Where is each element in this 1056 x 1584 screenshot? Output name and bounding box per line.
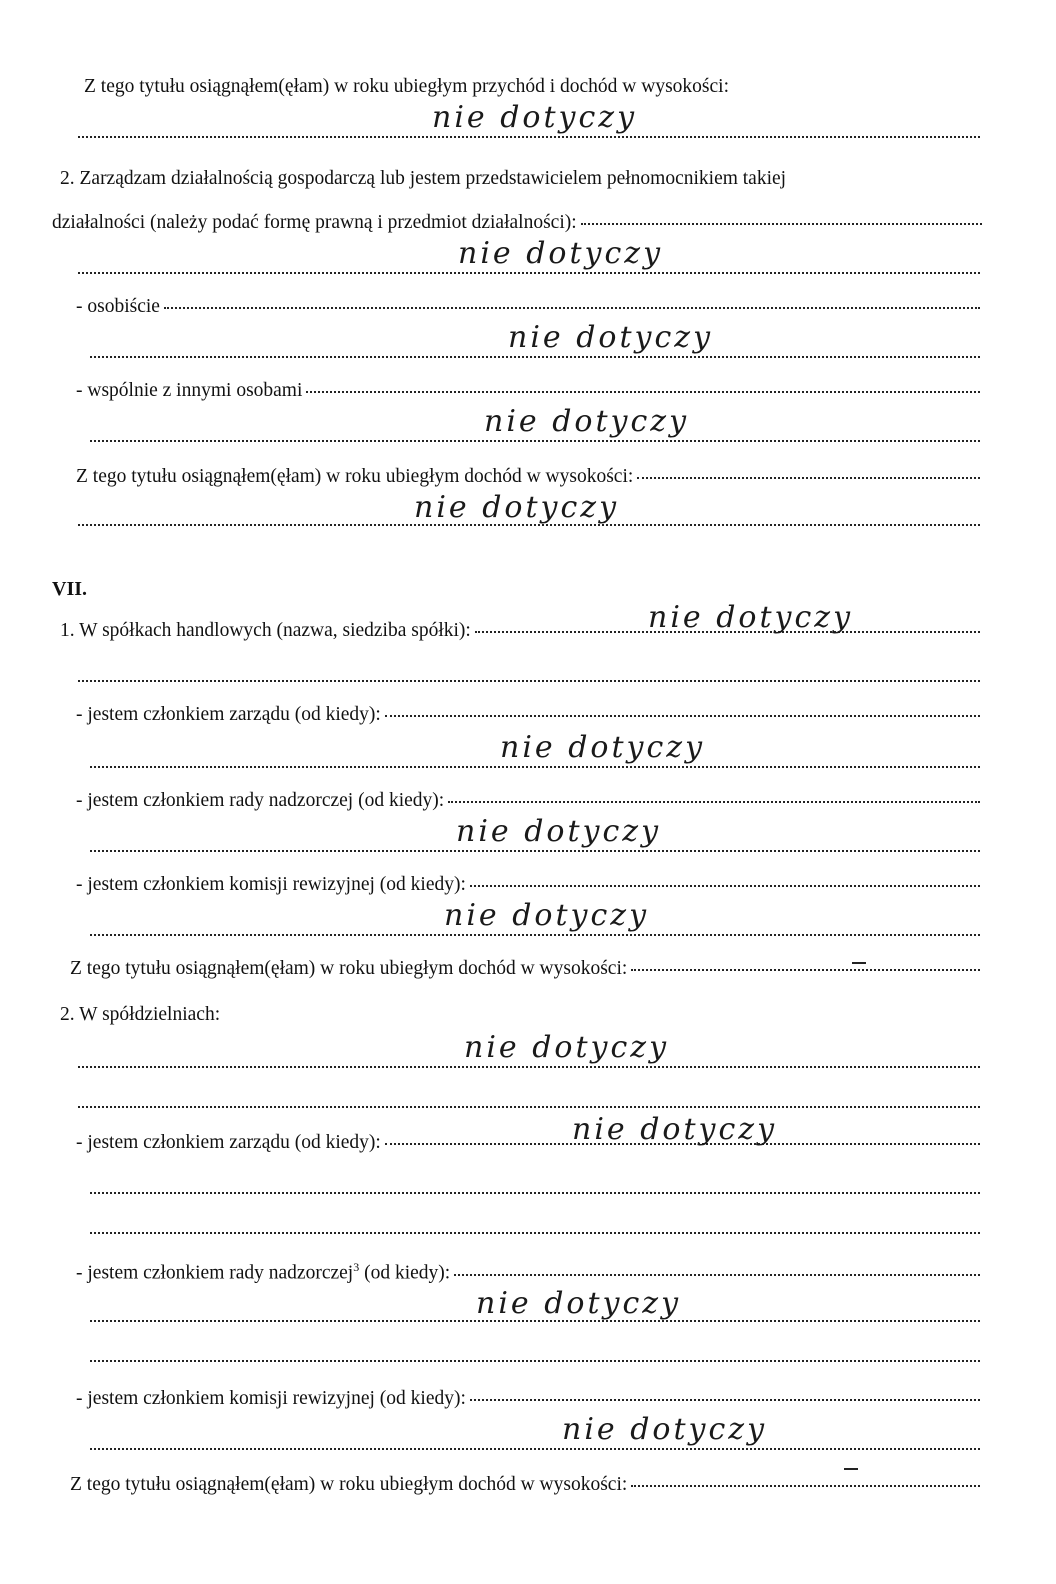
jointly-line [76,380,980,402]
answer-dots [385,715,980,717]
answer-line [78,680,980,682]
answer-line [78,272,980,274]
business-activity-text-2: działalności (należy podać formę prawną i przedmiot działalności): [52,212,577,233]
income-label: Z tego tytułu osiągnąłem(ęłam) w roku ubiegłym dochód w wysokości: [70,958,628,979]
supervisory-member-label: - jestem członkiem rady nadzorczej (od kiedy): [76,790,445,811]
answer-line [90,1192,980,1194]
companies-label: 1. W spółkach handlowych (nazwa, siedziba spółki): [60,620,471,641]
answer-line [78,1106,980,1108]
handwritten-answer: nie dotyczy [458,236,664,271]
coop-audit-member-line [76,1388,980,1410]
income-label: Z tego tytułu osiągnąłem(ęłam) w roku ubiegłym dochód w wysokości: [76,466,634,487]
coop-income-label: Z tego tytułu osiągnąłem(ęłam) w roku ubiegłym dochód w wysokości: [70,1474,628,1495]
handwritten-answer: nie dotyczy [484,404,690,439]
answer-dots [581,223,982,225]
coop-income-line [70,1474,980,1496]
answer-dots [470,885,980,887]
answer-line [90,1448,980,1450]
supervisory-member-line [76,790,980,812]
answer-line [90,1232,980,1234]
coop-supervisory-text: - jestem członkiem rady nadzorczej [76,1262,354,1284]
coop-supervisory-member-label [76,1260,450,1285]
cooperatives-line [60,1004,980,1026]
answer-dots [470,1399,980,1401]
answer-dots [454,1274,980,1276]
income-line [70,958,980,980]
handwritten-answer: nie dotyczy [456,814,662,849]
coop-board-member-label: - jestem członkiem zarządu (od kiedy): [76,1132,381,1153]
answer-line [90,440,980,442]
business-activity-line-1 [60,168,982,190]
income-intro-text: Z tego tytułu osiągnąłem(ęłam) w roku ubiegłym przychód i dochód w wysokości: [84,76,729,97]
answer-line [78,136,980,138]
handwritten-answer: nie dotyczy [444,898,650,933]
dash-mark [852,962,866,964]
answer-line [90,850,980,852]
handwritten-answer: nie dotyczy [464,1030,670,1065]
board-member-line [76,704,980,726]
audit-member-label: - jestem członkiem komisji rewizyjnej (od kiedy): [76,874,466,895]
board-member-label: - jestem członkiem zarządu (od kiedy): [76,704,381,725]
coop-audit-member-label: - jestem członkiem komisji rewizyjnej (od kiedy): [76,1388,466,1409]
personally-label: - osobiście [76,296,160,317]
answer-dots [637,477,980,479]
handwritten-answer: nie dotyczy [648,600,854,635]
handwritten-answer: nie dotyczy [508,320,714,355]
answer-dots [306,391,980,393]
answer-line [78,1066,980,1068]
answer-dots [448,801,980,803]
personally-line [76,296,980,318]
handwritten-answer: nie dotyczy [414,490,620,525]
section-heading: VII. [52,578,88,600]
income-intro-line [84,76,984,98]
answer-dots [631,969,980,971]
dash-mark [844,1468,858,1470]
business-activity-line-2 [52,212,982,234]
jointly-label: - wspólnie z innymi osobami [76,380,303,401]
footnote-marker: 3 [353,1260,360,1274]
handwritten-answer: nie dotyczy [500,730,706,765]
business-activity-text-1: 2. Zarządzam działalnością gospodarczą lub jestem przedstawicielem pełnomocnikiem takiej [60,168,787,189]
cooperatives-label: 2. W spółdzielniach: [60,1004,221,1025]
audit-member-line [76,874,980,896]
answer-dots [631,1485,980,1487]
income-line [76,466,980,488]
handwritten-answer: nie dotyczy [562,1412,768,1447]
answer-line [90,766,980,768]
answer-dots [164,307,980,309]
handwritten-answer: nie dotyczy [572,1112,778,1147]
coop-supervisory-suffix: (od kiedy): [359,1262,451,1284]
answer-line [90,1360,980,1362]
coop-board-member-line [76,1132,980,1154]
handwritten-answer: nie dotyczy [432,100,638,135]
answer-line [90,356,980,358]
handwritten-answer: nie dotyczy [476,1286,682,1321]
coop-supervisory-member-line [76,1260,980,1285]
answer-line [90,934,980,936]
